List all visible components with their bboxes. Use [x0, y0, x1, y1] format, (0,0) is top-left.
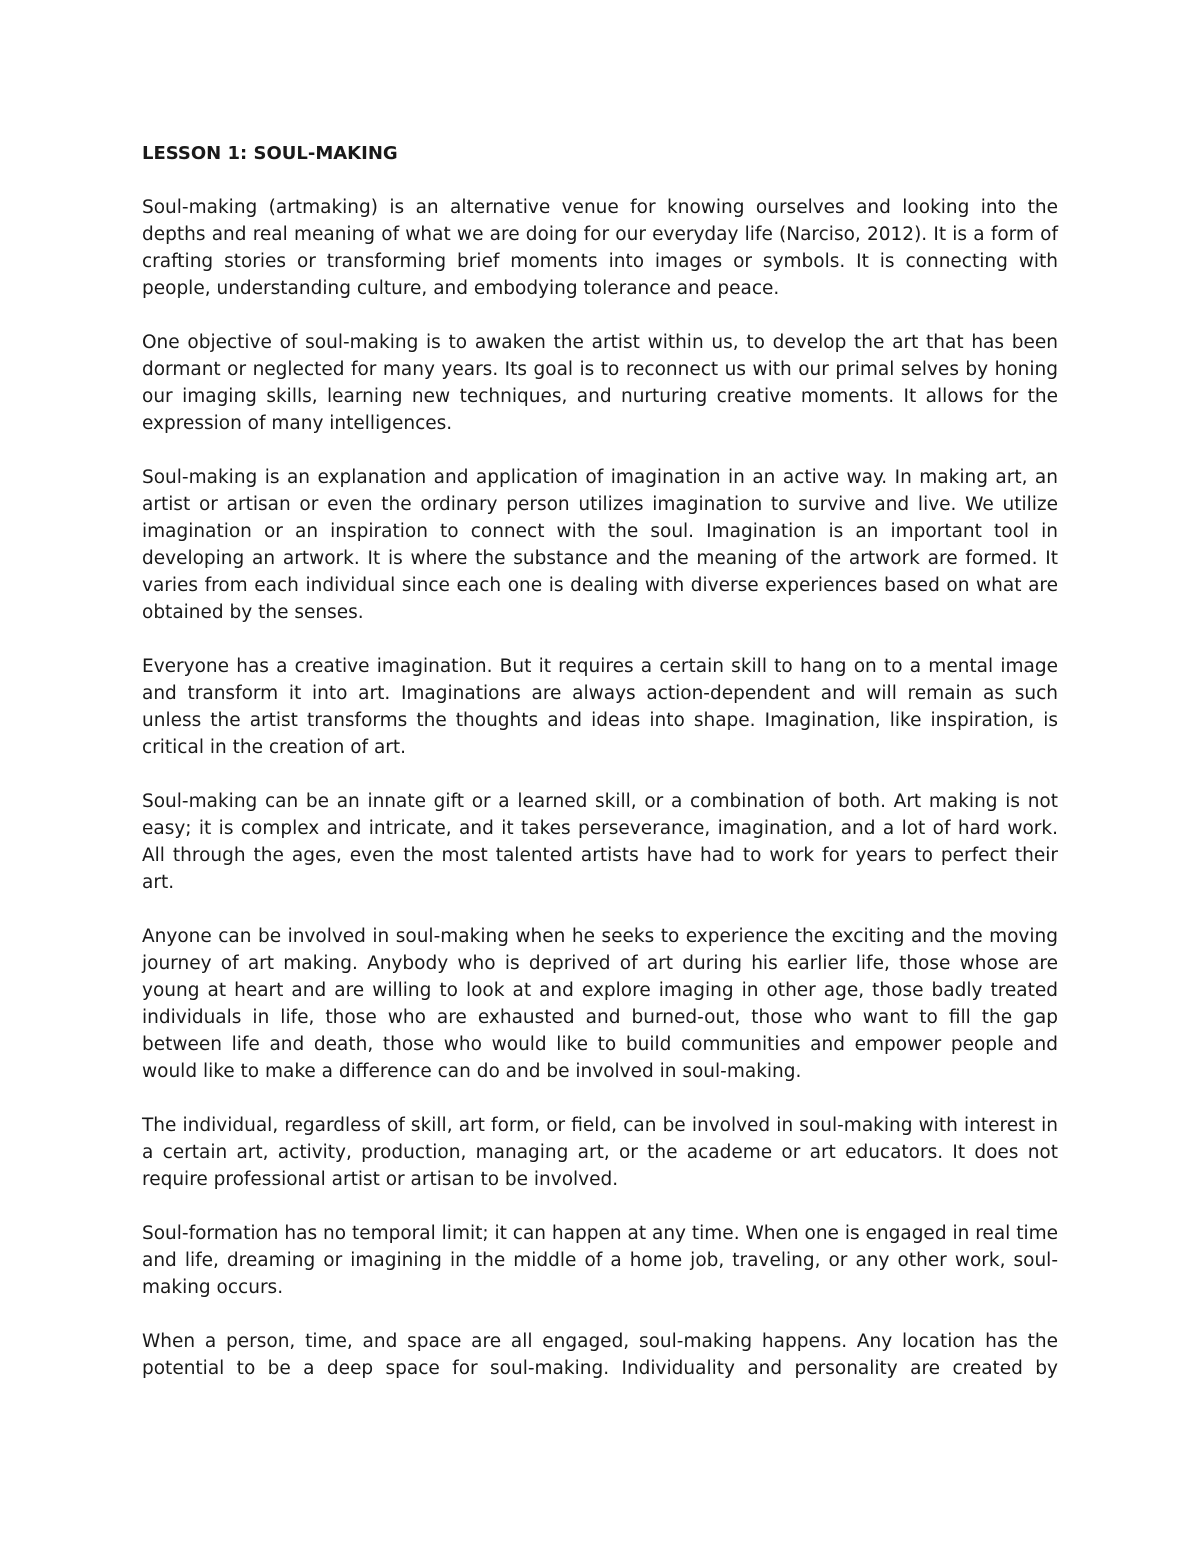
paragraph-2: One objective of soul-making is to awaken the artist within us, to develop the art that has been dormant or neglected for many years. Its goal is to reconnect us with our primal selves by honing our imaging skills, learning new techniques, and nurturing creative moments. It allows for the expression of many intelligences. [142, 332, 1058, 434]
paragraph-6: Anyone can be involved in soul-making when he seeks to experience the exciting and the moving journey of art making. Anybody who is deprived of art during his earlier life, those whose are young at heart and are willing to look at and explore imaging in other age, those badly treated individuals in life, those who are exhausted and burned-out, those who want to fill the gap between life and death, those who would like to build communities and empower people and would like to make a difference can do and be involved in soul-making. [142, 926, 1058, 1082]
paragraph-4: Everyone has a creative imagination. But it requires a certain skill to hang on to a mental image and transform it into art. Imaginations are always action-dependent and will remain as such unless the artist transforms the thoughts and ideas into shape. Imagination, like inspiration, is critical in the creation of art. [142, 656, 1058, 758]
paragraph-9: When a person, time, and space are all engaged, soul-making happens. Any location has the potential to be a deep space for soul-making. Individuality and personality are created by [142, 1331, 1058, 1379]
paragraph-5: Soul-making can be an innate gift or a learned skill, or a combination of both. Art making is not easy; it is complex and intricate, and it takes perseverance, imagination, and a lot of hard work. All through the ages, even the most talented artists have had to work for years to perfect their art. [142, 791, 1058, 893]
lesson-title: LESSON 1: SOUL-MAKING [142, 143, 398, 164]
paragraph-1: Soul-making (artmaking) is an alternative venue for knowing ourselves and looking into the depths and real meaning of what we are doing for our everyday life (Narciso, 2012). It is a form of crafting stories or transforming brief moments into images or symbols. It is connecting with people, understanding culture, and embodying tolerance and peace. [142, 197, 1058, 299]
paragraph-7: The individual, regardless of skill, art form, or field, can be involved in soul-making with interest in a certain art, activity, production, managing art, or the academe or art educators. It does not require professional artist or artisan to be involved. [142, 1115, 1058, 1190]
paragraph-3: Soul-making is an explanation and application of imagination in an active way. In making art, an artist or artisan or even the ordinary person utilizes imagination to survive and live. We utilize imagination or an inspiration to connect with the soul. Imagination is an important tool in developing an artwork. It is where the substance and the meaning of the artwork are formed. It varies from each individual since each one is dealing with diverse experiences based on what are obtained by the senses. [142, 467, 1058, 623]
paragraph-8: Soul-formation has no temporal limit; it can happen at any time. When one is engaged in real time and life, dreaming or imagining in the middle of a home job, traveling, or any other work, soul-making occurs. [142, 1223, 1058, 1298]
document-body [142, 140, 1058, 1409]
